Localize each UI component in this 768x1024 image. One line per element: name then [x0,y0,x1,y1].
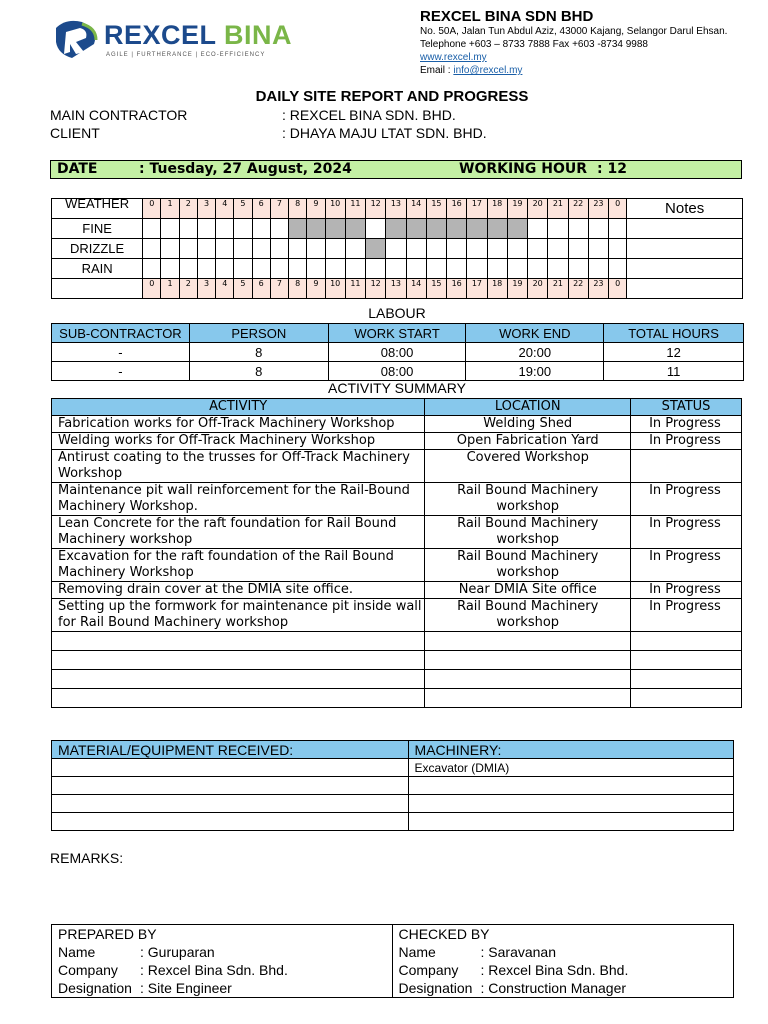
weather-cell [179,239,197,259]
activity-row [52,483,742,516]
hour-cell: 2 [179,199,197,219]
labour-cell: 12 [604,343,744,362]
labour-header-cell: SUB-CONTRACTOR [52,324,190,343]
hour-cell: 8 [289,279,307,299]
remarks-label: REMARKS: [50,850,124,866]
activity-location: Covered Workshop [425,450,631,483]
activity-description: Excavation for the raft foundation of the Rail Bound Machinery Workshop [52,549,425,582]
material-cell [52,795,409,813]
checked-by-cell [392,925,734,998]
weather-cell [197,219,215,239]
weather-header: WEATHER [52,199,143,219]
activity-location [425,670,631,689]
labour-title: LABOUR [368,305,426,321]
prepared-by-title: PREPARED BY [58,926,157,942]
labour-row [52,362,744,381]
hour-cell: 17 [467,199,487,219]
weather-cell [447,259,467,279]
hour-cell: 22 [568,279,588,299]
hour-cell: 16 [447,279,467,299]
hour-cell: 11 [345,279,365,299]
weather-cell [609,219,627,239]
checked-company-label: Company [398,962,459,978]
machinery-cell [408,777,733,795]
checked-by-title: CHECKED BY [398,926,490,942]
weather-cell [568,239,588,259]
client-label: CLIENT [50,125,100,141]
prepared-company-label: Company [58,962,118,978]
labour-header-cell: WORK START [328,324,466,343]
signoff-table [51,924,734,998]
hour-cell: 3 [197,199,215,219]
weather-cell [252,239,270,259]
date-value: : Tuesday, 27 August, 2024 [139,161,352,177]
hour-cell: 20 [528,199,548,219]
activity-header-cell: ACTIVITY [52,399,425,416]
weather-cell [487,259,507,279]
activity-row [52,582,742,599]
activity-description: Removing drain cover at the DMIA site office. [52,582,425,599]
hour-cell: 4 [216,279,234,299]
checked-name: : Saravanan [480,944,556,960]
hour-cell: 23 [588,199,608,219]
weather-cell [366,259,386,279]
labour-cell: 8 [189,362,328,381]
weather-cell [386,239,406,259]
working-hour-value: : 12 [597,161,627,177]
checked-company: : Rexcel Bina Sdn. Bhd. [480,962,629,978]
hour-cell: 9 [307,279,325,299]
weather-cell [252,259,270,279]
company-name: REXCEL BINA SDN BHD [420,8,594,25]
weather-footer-notes [627,279,743,299]
activity-status: In Progress [631,516,742,549]
report-title: DAILY SITE REPORT AND PROGRESS [255,88,529,105]
weather-cell [588,219,608,239]
weather-cell [467,219,487,239]
activity-status: In Progress [631,483,742,516]
company-email-line [420,65,522,76]
checked-name-label: Name [398,944,436,960]
material-cell [52,759,409,777]
weather-cell [609,239,627,259]
weather-cell [234,259,252,279]
activity-status [631,689,742,708]
hour-cell: 4 [216,199,234,219]
weather-note-cell [627,259,743,279]
company-address: No. 50A, Jalan Tun Abdul Aziz, 43000 Kajang, Selangor Darul Ehsan. [420,26,728,37]
weather-cell [406,239,426,259]
activity-row [52,450,742,483]
weather-cell [270,219,288,239]
hour-cell: 10 [325,279,345,299]
activity-description [52,651,425,670]
activity-description [52,632,425,651]
prepared-company: : Rexcel Bina Sdn. Bhd. [140,962,288,978]
weather-cell [143,219,161,239]
weather-cell [289,239,307,259]
machinery-cell [408,795,733,813]
hour-cell: 12 [366,199,386,219]
labour-cell: 19:00 [466,362,604,381]
activity-header-cell: STATUS [631,399,742,416]
weather-cell [179,259,197,279]
weather-cell [426,219,446,239]
labour-table [51,323,744,381]
labour-cell: - [52,362,190,381]
activity-location: Rail Bound Machinery workshop [425,516,631,549]
activity-description: Fabrication works for Off-Track Machinery Workshop [52,416,425,433]
weather-cell [197,239,215,259]
weather-cell [307,259,325,279]
weather-cell [197,259,215,279]
weather-cell [447,239,467,259]
weather-row-rain [52,259,743,279]
hour-cell: 19 [507,199,527,219]
weather-footer-row [52,279,743,299]
weather-cell [143,259,161,279]
material-cell [52,813,409,831]
weather-row-label: FINE [52,219,143,239]
weather-cell [548,239,568,259]
weather-cell [426,259,446,279]
weather-cell [179,219,197,239]
machinery-cell [408,813,733,831]
activity-location [425,632,631,651]
activity-status: In Progress [631,433,742,450]
activity-title: ACTIVITY SUMMARY [328,380,466,396]
weather-cell [507,239,527,259]
weather-cell [467,259,487,279]
hour-cell: 14 [406,199,426,219]
weather-cell [528,239,548,259]
weather-cell [406,259,426,279]
weather-note-cell [627,239,743,259]
email-label: Email : [420,65,451,76]
hour-cell: 19 [507,279,527,299]
main-contractor-value: : REXCEL BINA SDN. BHD. [282,107,456,123]
weather-cell [548,259,568,279]
weather-footer-blank [52,279,143,299]
weather-cell [325,259,345,279]
weather-row-fine [52,219,743,239]
activity-row [52,433,742,450]
hour-cell: 13 [386,199,406,219]
hour-cell: 23 [588,279,608,299]
working-hour-label: WORKING HOUR [459,161,588,177]
hour-cell: 7 [270,199,288,219]
labour-header-cell: WORK END [466,324,604,343]
weather-cell [386,219,406,239]
weather-cell [568,259,588,279]
company-logo-mark [52,18,102,62]
weather-cell [406,219,426,239]
client-value: : DHAYA MAJU LTAT SDN. BHD. [282,125,487,141]
hour-cell: 21 [548,279,568,299]
website-link[interactable]: www.rexcel.my [420,52,487,63]
labour-header-cell: PERSON [189,324,328,343]
materials-row [52,777,734,795]
weather-cell [366,219,386,239]
labour-cell: - [52,343,190,362]
hour-cell: 5 [234,279,252,299]
hour-cell: 0 [609,279,627,299]
hour-cell: 10 [325,199,345,219]
activity-row [52,689,742,708]
weather-cell [325,239,345,259]
hour-cell: 15 [426,279,446,299]
hour-cell: 21 [548,199,568,219]
company-logo-wordmark: REXCEL BINA [104,20,293,50]
weather-cell [528,219,548,239]
labour-cell: 08:00 [328,362,466,381]
activity-row [52,651,742,670]
weather-cell [528,259,548,279]
hour-cell: 6 [252,279,270,299]
weather-cell [252,219,270,239]
weather-cell [325,219,345,239]
weather-cell [609,259,627,279]
prepared-name-label: Name [58,944,96,960]
activity-location [425,651,631,670]
activity-header-cell: LOCATION [425,399,631,416]
prepared-designation-label: Designation [58,980,132,996]
activity-row [52,599,742,632]
materials-header-row [52,741,734,759]
company-telephone: Telephone +603 – 8733 7888 Fax +603 -8734 9988 [420,39,648,50]
hour-cell: 1 [161,279,179,299]
weather-row-label: RAIN [52,259,143,279]
activity-location: Rail Bound Machinery workshop [425,483,631,516]
weather-cell [216,259,234,279]
weather-cell [548,219,568,239]
email-link[interactable]: info@rexcel.my [453,65,523,76]
weather-cell [426,239,446,259]
hour-cell: 22 [568,199,588,219]
prepared-by-cell [52,925,393,998]
activity-status: In Progress [631,549,742,582]
weather-cell [289,219,307,239]
main-contractor-label: MAIN CONTRACTOR [50,107,188,123]
hour-cell: 20 [528,279,548,299]
weather-cell [270,239,288,259]
activity-row [52,670,742,689]
hour-cell: 0 [143,199,161,219]
company-website-line [420,52,487,63]
hour-cell: 11 [345,199,365,219]
weather-cell [345,239,365,259]
hour-cell: 3 [197,279,215,299]
weather-cell [161,239,179,259]
activity-status: In Progress [631,416,742,433]
hour-cell: 6 [252,199,270,219]
activity-location: Welding Shed [425,416,631,433]
weather-cell [161,259,179,279]
weather-cell [507,259,527,279]
weather-note-cell [627,219,743,239]
activity-location: Rail Bound Machinery workshop [425,599,631,632]
activity-status [631,651,742,670]
weather-cell [507,219,527,239]
weather-cell [568,219,588,239]
activity-location: Near DMIA Site office [425,582,631,599]
activity-description: Welding works for Off-Track Machinery Workshop [52,433,425,450]
prepared-name: : Guruparan [140,944,215,960]
weather-cell [487,219,507,239]
labour-cell: 08:00 [328,343,466,362]
hour-cell: 7 [270,279,288,299]
weather-cell [234,239,252,259]
labour-cell: 20:00 [466,343,604,362]
weather-table [51,198,743,299]
activity-description [52,689,425,708]
activity-location: Open Fabrication Yard [425,433,631,450]
weather-cell [487,239,507,259]
hour-cell: 14 [406,279,426,299]
machinery-cell: Excavator (DMIA) [408,759,733,777]
hour-cell: 0 [609,199,627,219]
activity-table [51,398,742,708]
hour-cell: 17 [467,279,487,299]
weather-cell [289,259,307,279]
activity-description: Maintenance pit wall reinforcement for the Rail-Bound Machinery Workshop. [52,483,425,516]
weather-cell [234,219,252,239]
activity-row [52,549,742,582]
weather-cell [447,219,467,239]
hour-cell: 13 [386,279,406,299]
hour-cell: 16 [447,199,467,219]
labour-header-cell: TOTAL HOURS [604,324,744,343]
weather-row-drizzle [52,239,743,259]
weather-header-row [52,199,743,219]
hour-cell: 0 [143,279,161,299]
activity-status: In Progress [631,599,742,632]
weather-row-label: DRIZZLE [52,239,143,259]
activity-status [631,450,742,483]
activity-row [52,516,742,549]
weather-cell [588,259,608,279]
activity-status [631,670,742,689]
checked-designation-label: Designation [398,980,473,996]
materials-row [52,813,734,831]
hour-cell: 8 [289,199,307,219]
material-cell [52,777,409,795]
weather-cell [307,239,325,259]
activity-header-row [52,399,742,416]
machinery-header: MACHINERY: [408,741,733,759]
weather-cell [216,219,234,239]
weather-cell [143,239,161,259]
activity-location [425,689,631,708]
weather-cell [467,239,487,259]
activity-description: Antirust coating to the trusses for Off-Track Machinery Workshop [52,450,425,483]
activity-description: Lean Concrete for the raft foundation for Rail Bound Machinery workshop [52,516,425,549]
activity-description [52,670,425,689]
weather-cell [216,239,234,259]
hour-cell: 9 [307,199,325,219]
activity-row [52,632,742,651]
date-label: DATE [57,161,98,177]
hour-cell: 1 [161,199,179,219]
weather-cell [588,239,608,259]
hour-cell: 12 [366,279,386,299]
hour-cell: 2 [179,279,197,299]
labour-cell: 11 [604,362,744,381]
materials-row [52,795,734,813]
weather-cell [161,219,179,239]
weather-cell [366,239,386,259]
labour-row [52,343,744,362]
weather-cell [307,219,325,239]
activity-status: In Progress [631,582,742,599]
weather-cell [386,259,406,279]
date-bar [50,160,742,179]
activity-row [52,416,742,433]
weather-cell [345,219,365,239]
prepared-designation: : Site Engineer [140,980,232,996]
weather-cell [345,259,365,279]
labour-cell: 8 [189,343,328,362]
weather-notes-header: Notes [627,199,743,219]
material-equipment-header: MATERIAL/EQUIPMENT RECEIVED: [52,741,409,759]
activity-status [631,632,742,651]
activity-description: Setting up the formwork for maintenance pit inside wall for Rail Bound Machinery workshop [52,599,425,632]
hour-cell: 18 [487,279,507,299]
labour-header-row [52,324,744,343]
checked-designation: : Construction Manager [480,980,627,996]
materials-row [52,759,734,777]
hour-cell: 15 [426,199,446,219]
hour-cell: 18 [487,199,507,219]
hour-cell: 5 [234,199,252,219]
weather-cell [270,259,288,279]
materials-table [51,740,734,831]
activity-location: Rail Bound Machinery workshop [425,549,631,582]
logo-tagline: AGILE | FURTHERANCE | ECO-EFFICIENCY [106,52,266,58]
